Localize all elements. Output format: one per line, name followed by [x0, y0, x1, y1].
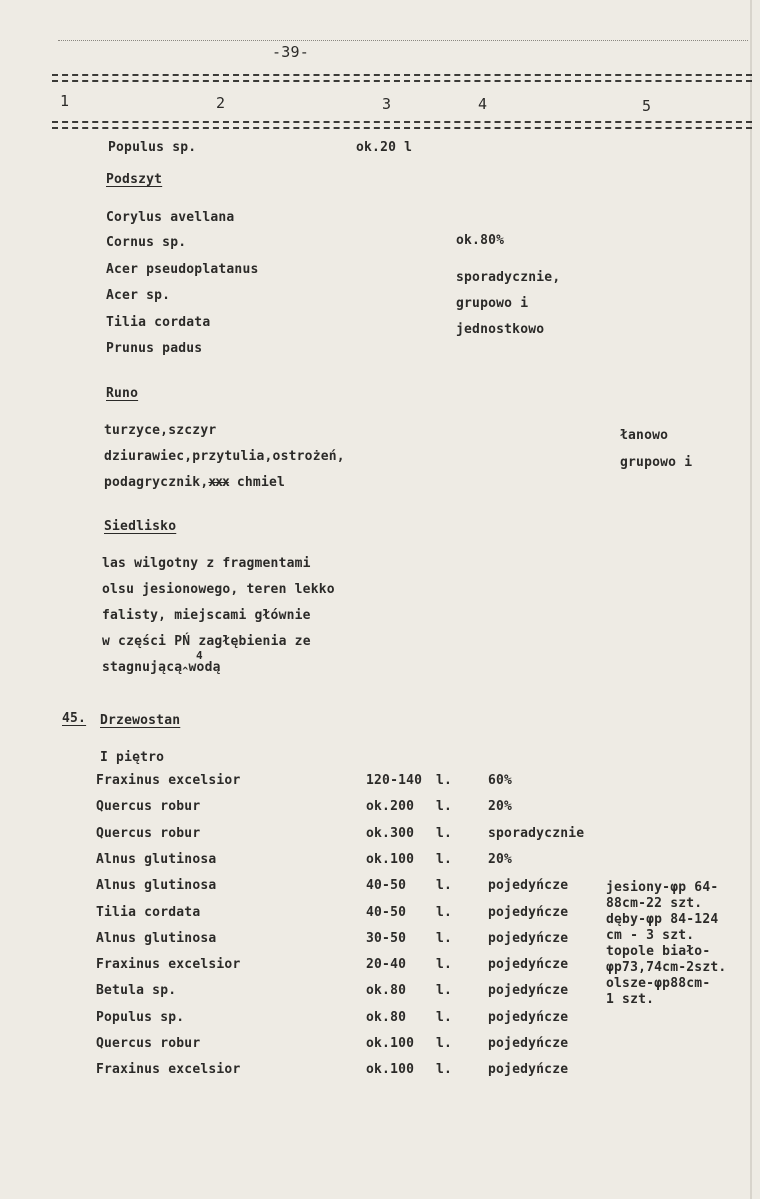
- tree-age: ok.80: [366, 1010, 407, 1025]
- runo-line: dziurawiec,przytulia,ostrożeń,: [104, 449, 345, 464]
- tree-age: ok.100: [366, 1062, 415, 1077]
- runo-line: chmiel: [236, 475, 286, 490]
- siedlisko-text: wodą: [188, 660, 221, 675]
- podszyt-note: ok.80%: [456, 233, 505, 248]
- runo-note: łanowo: [620, 428, 669, 443]
- tree-share: 20%: [488, 852, 513, 867]
- tree-species: Alnus glutinosa: [96, 878, 217, 893]
- runo-line: podagrycznik,: [104, 475, 209, 490]
- column-header-1: 1: [60, 92, 70, 110]
- column-header-5: 5: [642, 97, 652, 115]
- remark-line: 88cm-22 szt.: [606, 896, 703, 911]
- tree-share: pojedyńcze: [488, 957, 569, 972]
- top-dotted-line: [58, 40, 748, 41]
- tree-share: pojedyńcze: [488, 878, 569, 893]
- tree-share: pojedyńcze: [488, 1010, 569, 1025]
- tree-species: Fraxinus excelsior: [96, 773, 241, 788]
- tree-age: ok.200: [366, 799, 415, 814]
- podszyt-note: grupowo i: [456, 296, 529, 311]
- siedlisko-line: falisty, miejscami głównie: [102, 608, 311, 623]
- insert-mark: PŃ: [174, 634, 191, 649]
- tree-age: 20-40: [366, 957, 407, 972]
- tree-species: Betula sp.: [96, 983, 177, 998]
- section-number: 45.: [62, 711, 87, 726]
- podszyt-note: sporadycznie,: [456, 270, 561, 285]
- tree-age-unit: l.: [436, 1036, 453, 1051]
- section-heading-siedlisko: Siedlisko: [104, 519, 177, 534]
- tree-age-unit: l.: [436, 983, 453, 998]
- tree-age-unit: l.: [436, 878, 453, 893]
- podszyt-item: Cornus sp.: [106, 235, 187, 250]
- podszyt-item: Corylus avellana: [106, 210, 235, 225]
- tree-species: Quercus robur: [96, 826, 201, 841]
- podszyt-item: Acer pseudoplatanus: [106, 262, 259, 277]
- remark-line: 1 szt.: [606, 992, 655, 1007]
- tree-species: Alnus glutinosa: [96, 852, 217, 867]
- remark-line: jesiony-φp 64-: [606, 880, 719, 895]
- superscript-mark: 4: [196, 649, 203, 662]
- header-rule-bottom-2: [52, 127, 752, 129]
- tree-age: ok.100: [366, 1036, 415, 1051]
- header-rule-top: [52, 74, 752, 76]
- section-heading-podszyt: Podszyt: [106, 172, 163, 187]
- tree-species: Fraxinus excelsior: [96, 1062, 241, 1077]
- header-rule-bottom: [52, 121, 752, 123]
- column-header-4: 4: [478, 95, 488, 113]
- siedlisko-line: las wilgotny z fragmentami: [102, 556, 311, 571]
- tree-age: 40-50: [366, 905, 407, 920]
- tree-age: ok.300: [366, 826, 415, 841]
- remark-line: olsze-φp88cm-: [606, 976, 711, 991]
- caret-mark: ^: [182, 666, 189, 677]
- remark-line: cm - 3 szt.: [606, 928, 695, 943]
- siedlisko-text: zagłębienia ze: [198, 634, 311, 649]
- header-rule-top-2: [52, 80, 752, 82]
- runo-line: turzyce,szczyr: [104, 423, 217, 438]
- runo-note: grupowo i: [620, 455, 693, 470]
- podszyt-item: Prunus padus: [106, 341, 203, 356]
- species-age: ok.20 l: [356, 140, 413, 155]
- siedlisko-line: olsu jesionowego, teren lekko: [102, 582, 335, 597]
- tree-species: Fraxinus excelsior: [96, 957, 241, 972]
- tree-share: pojedyńcze: [488, 1036, 569, 1051]
- tree-share: pojedyńcze: [488, 983, 569, 998]
- tree-species: Tilia cordata: [96, 905, 201, 920]
- remark-line: φp73,74cm-2szt.: [606, 960, 727, 975]
- column-header-3: 3: [382, 95, 392, 113]
- tree-species: Populus sp.: [96, 1010, 185, 1025]
- struck-out-text: xxx: [208, 475, 229, 490]
- tree-age-unit: l.: [436, 826, 453, 841]
- tree-share: 60%: [488, 773, 513, 788]
- runo-line-start: [104, 475, 285, 491]
- section-heading-runo: Runo: [106, 386, 139, 401]
- tree-species: Quercus robur: [96, 1036, 201, 1051]
- tree-age-unit: l.: [436, 905, 453, 920]
- tree-share: 20%: [488, 799, 513, 814]
- siedlisko-text: w części: [102, 634, 167, 649]
- tree-age-unit: l.: [436, 957, 453, 972]
- tree-species: Quercus robur: [96, 799, 201, 814]
- tree-age-unit: l.: [436, 799, 453, 814]
- page-edge: [750, 0, 752, 1199]
- remark-line: topole biało-: [606, 944, 711, 959]
- siedlisko-text: stagnującą: [102, 660, 183, 675]
- tree-age: ok.100: [366, 852, 415, 867]
- tree-age: ok.80: [366, 983, 407, 998]
- storey-label: I piętro: [100, 750, 165, 765]
- column-header-2: 2: [216, 94, 226, 112]
- page-number: -39-: [272, 43, 309, 61]
- tree-age-unit: l.: [436, 1010, 453, 1025]
- podszyt-note: jednostkowo: [456, 322, 545, 337]
- tree-share: pojedyńcze: [488, 905, 569, 920]
- podszyt-item: Tilia cordata: [106, 315, 211, 330]
- tree-age-unit: l.: [436, 852, 453, 867]
- tree-share: pojedyńcze: [488, 1062, 569, 1077]
- tree-share: pojedyńcze: [488, 931, 569, 946]
- section-heading-drzewostan: Drzewostan: [100, 713, 181, 728]
- tree-age: 40-50: [366, 878, 407, 893]
- podszyt-item: Acer sp.: [106, 288, 171, 303]
- species-name: Populus sp.: [108, 140, 197, 155]
- tree-age: 120-140: [366, 773, 423, 788]
- tree-age-unit: l.: [436, 773, 453, 788]
- siedlisko-line-5: [102, 660, 221, 680]
- tree-age-unit: l.: [436, 931, 453, 946]
- tree-age-unit: l.: [436, 1062, 453, 1077]
- remark-line: dęby-φp 84-124: [606, 912, 719, 927]
- tree-species: Alnus glutinosa: [96, 931, 217, 946]
- tree-share: sporadycznie: [488, 826, 585, 841]
- siedlisko-line-4: [102, 634, 311, 650]
- tree-age: 30-50: [366, 931, 407, 946]
